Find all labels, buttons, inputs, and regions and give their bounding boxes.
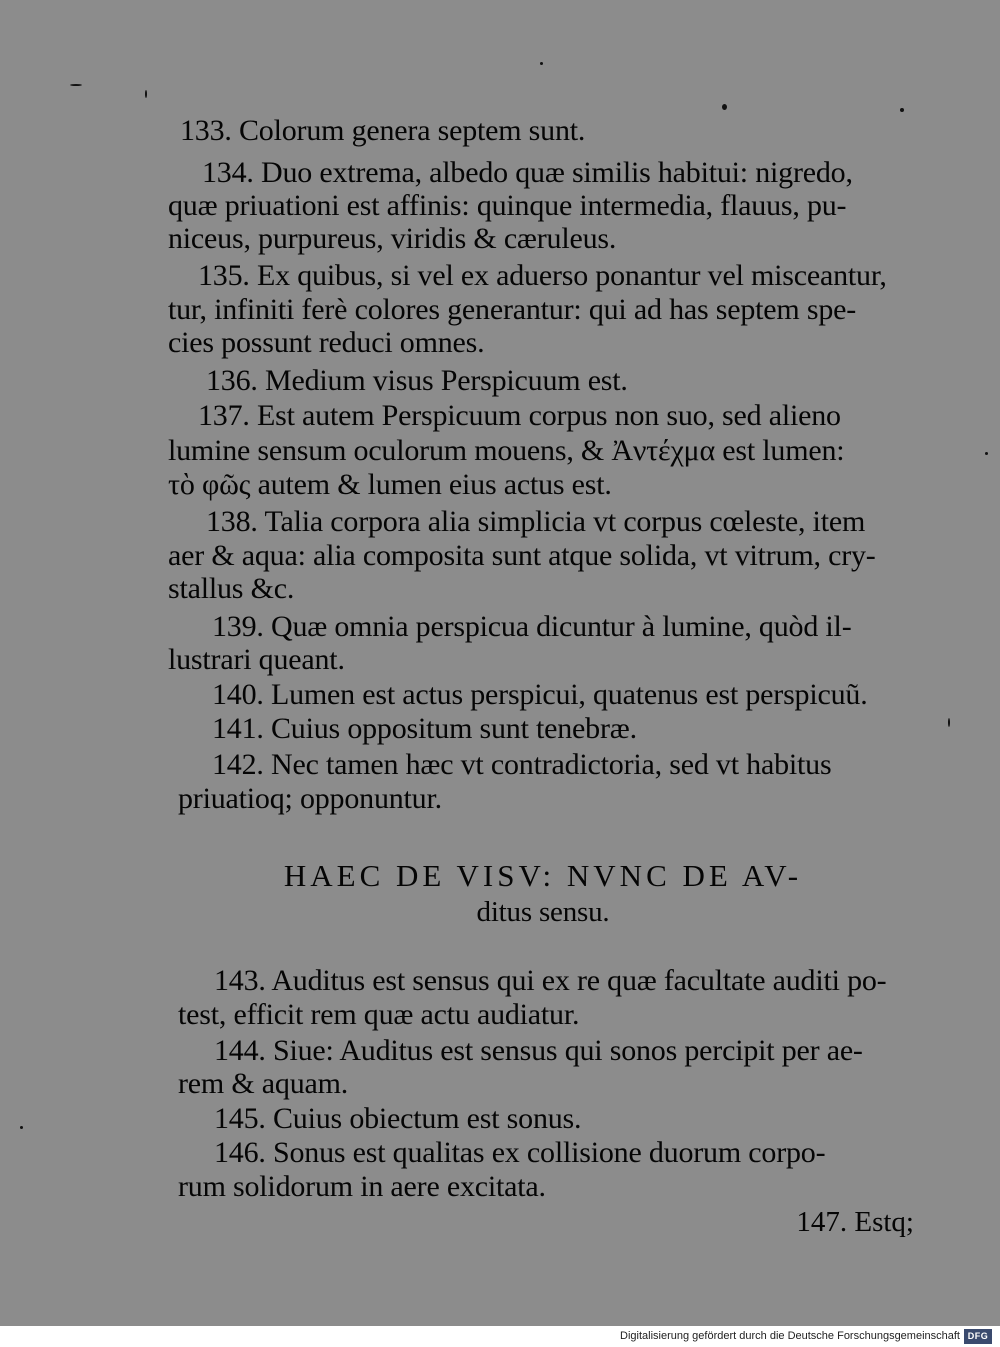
- text-line: niceus, purpureus, viridis & cæruleus.: [168, 222, 617, 255]
- text-line: 145. Cuius obiectum est sonus.: [214, 1102, 582, 1135]
- text-line: priuatioq; opponuntur.: [178, 782, 442, 815]
- text-line: lumine sensum oculorum mouens, & Ἀντέχμα est lumen:: [168, 434, 845, 467]
- text-line: 134. Duo extrema, albedo quæ similis habitui: nigredo,: [202, 156, 853, 189]
- text-line: 135. Ex quibus, si vel ex aduerso ponantur vel misceantur,: [198, 259, 887, 292]
- scan-speck: [900, 108, 904, 112]
- scan-speck: [145, 90, 147, 98]
- scan-speck: [985, 452, 988, 455]
- text-line: 142. Nec tamen hæc vt contradictoria, sed vt habitus: [212, 748, 832, 781]
- scan-speck: [540, 62, 543, 65]
- dfg-logo: DFG: [964, 1329, 992, 1344]
- scan-speck: [722, 104, 727, 110]
- text-line: cies possunt reduci omnes.: [168, 326, 485, 359]
- text-line: aer & aqua: alia composita sunt atque solida, vt vitrum, cry-: [168, 539, 876, 572]
- text-line: τὸ φῶς autem & lumen eius actus est.: [168, 468, 612, 501]
- text-line: 133. Colorum genera septem sunt.: [180, 114, 586, 147]
- text-line: 144. Siue: Auditus est sensus qui sonos percipit per ae-: [214, 1034, 863, 1067]
- text-line: rem & aquam.: [178, 1067, 349, 1100]
- text-line: lustrari queant.: [168, 643, 345, 676]
- text-line: 139. Quæ omnia perspicua dicuntur à lumine, quòd il-: [212, 610, 852, 643]
- text-line: stallus &c.: [168, 572, 295, 605]
- funding-credit: Digitalisierung gefördert durch die Deutsche Forschungsgemeinschaft: [620, 1330, 960, 1342]
- scan-speck: [70, 84, 82, 86]
- scan-speck: [20, 1126, 23, 1129]
- text-line: test, efficit rem quæ actu audiatur.: [178, 998, 580, 1031]
- text-line: 141. Cuius oppositum sunt tenebræ.: [212, 712, 637, 745]
- text-line: quæ priuationi est affinis: quinque intermedia, flauus, pu-: [168, 189, 847, 222]
- digitization-footer: [0, 1326, 1000, 1347]
- section-heading: HAEC DE VISV: NVNC DE AV-: [283, 858, 803, 893]
- scan-speck: [948, 718, 950, 727]
- text-line: 140. Lumen est actus perspicui, quatenus est perspicuũ.: [212, 678, 868, 711]
- text-line: rum solidorum in aere excitata.: [178, 1170, 546, 1203]
- catchword: 147. Estq;: [796, 1206, 914, 1238]
- text-line: 137. Est autem Perspicuum corpus non suo, sed alieno: [198, 399, 841, 432]
- text-line: 138. Talia corpora alia simplicia vt corpus cœleste, item: [206, 505, 866, 538]
- text-line: 136. Medium visus Perspicuum est.: [206, 364, 628, 397]
- text-line: tur, infiniti ferè colores generantur: qui ad has septem spe-: [168, 293, 857, 326]
- section-subheading: ditus sensu.: [476, 896, 610, 928]
- text-line: 146. Sonus est qualitas ex collisione duorum corpo-: [214, 1136, 826, 1169]
- text-line: 143. Auditus est sensus qui ex re quæ facultate auditi po-: [214, 964, 887, 997]
